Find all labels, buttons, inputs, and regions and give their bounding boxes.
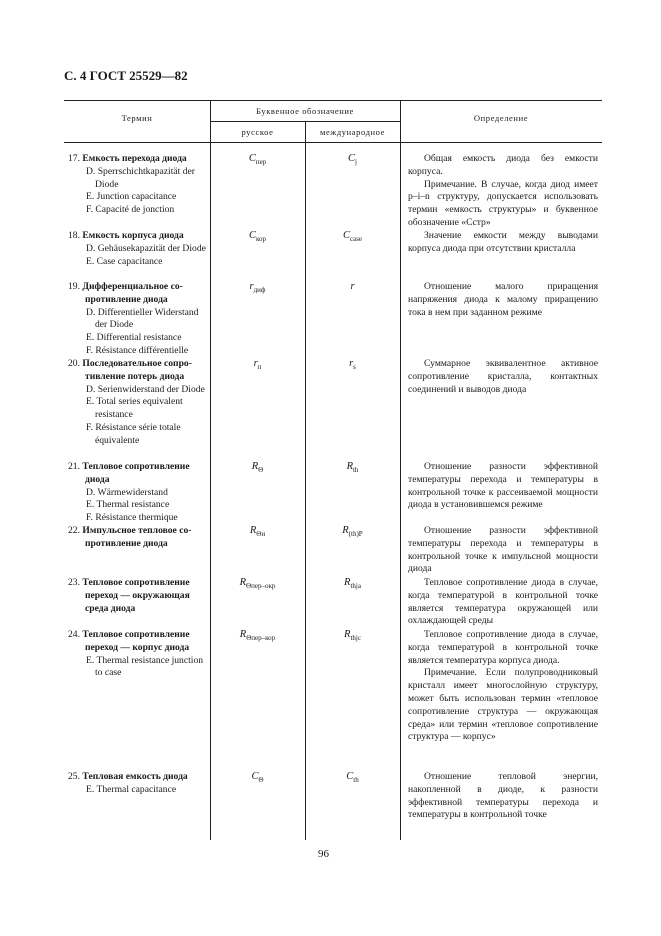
col-divider-3 <box>400 100 401 840</box>
term-entry <box>68 358 210 448</box>
symbol-russian <box>210 577 305 590</box>
symbol-base: C <box>248 230 256 241</box>
term-title-line <box>68 281 210 294</box>
symbol-base: C <box>248 153 256 164</box>
definition <box>408 629 598 744</box>
definition <box>408 281 598 319</box>
term-translation: D. Gehäusekapazität der Diode <box>86 242 206 254</box>
term-translation: E. Total series equivalent resistance <box>86 396 183 421</box>
definition-paragraph: Тепловое сопротивление диода в случае, когда температурой в контрольной точке является температура корпуса диода. <box>408 629 598 666</box>
term-title: переход — окружающая <box>85 589 190 601</box>
term-translation: D. Differentieller Widerstand der Diode <box>86 306 199 331</box>
term-entry <box>68 281 210 358</box>
term-title: противление диода <box>85 293 168 305</box>
definition <box>408 525 598 576</box>
table-top-rule <box>64 100 602 101</box>
symbol-subscript: (th)P <box>348 530 363 538</box>
symbol-subscript: кор <box>255 235 267 243</box>
col-header-term: Термин <box>121 113 153 123</box>
symbol-base: R <box>346 461 353 472</box>
term-title: Емкость перехода диода <box>82 153 187 164</box>
symbol-russian <box>210 771 305 784</box>
term-number: 18. <box>68 230 80 241</box>
symbol-russian <box>210 358 305 371</box>
symbol-base: C <box>342 230 350 241</box>
symbol-international <box>305 281 400 294</box>
term-title-line <box>68 461 210 474</box>
symbol-subscript: пер <box>255 158 267 166</box>
term-title: Тепловая емкость диода <box>82 771 188 782</box>
term-title-line <box>68 230 210 243</box>
symbol-base: r <box>253 358 258 369</box>
term-translation: E. Junction capacitance <box>86 191 177 203</box>
symbol-international <box>305 771 400 784</box>
term-translation: D. Serienwiderstand der Diode <box>86 383 205 395</box>
term-title: Тепловое сопротивление <box>82 577 190 588</box>
term-number: 22. <box>68 525 80 536</box>
symbol-base: R <box>239 577 247 588</box>
page-header: С. 4 ГОСТ 25529—82 <box>64 68 188 83</box>
definition-paragraph: Примечание. В случае, когда диод имеет p–i–n структуру, допускается использовать термин «емкость структуры» и буквенное обозначение «Cстр» <box>408 178 598 228</box>
term-title: Тепловое сопротивление <box>82 461 190 472</box>
header-bottom-rule <box>64 142 602 143</box>
term-translation: E. Case capacitance <box>86 255 163 267</box>
symbol-subscript: s <box>353 363 356 371</box>
definition <box>408 230 598 256</box>
symbol-subscript: п <box>257 363 262 371</box>
term-title-line <box>68 577 210 590</box>
symbol-base: R <box>249 525 257 536</box>
term-number: 19. <box>68 281 80 292</box>
term-entry <box>68 525 210 551</box>
term-translation: E. Thermal resistance <box>86 499 170 511</box>
col-header-symbol: Буквенное обозначение <box>256 106 354 116</box>
symbol-subscript: Θ <box>258 466 264 474</box>
term-title: переход — корпус диода <box>85 641 190 653</box>
symbol-base: r <box>350 281 355 292</box>
symbol-russian <box>210 281 305 294</box>
symbol-subscript: j <box>355 158 357 166</box>
col-divider-2 <box>305 121 306 840</box>
term-entry <box>68 629 210 680</box>
term-number: 17. <box>68 153 80 164</box>
term-title: среда диода <box>85 602 136 614</box>
symbol-subscript: Θ <box>258 776 264 784</box>
symbol-subscript: диф <box>253 286 266 294</box>
symbol-base: R <box>239 629 247 640</box>
definition-paragraph: Отношение разности эффективной температуры перехода и температуры в контрольной точке к импульсной мощности диода <box>408 525 598 575</box>
term-translation: F. Résistance différentielle <box>86 344 189 356</box>
definition-paragraph: Отношение тепловой энергии, накопленной в диоде, к разности эффективной температуры перехода и температуры в контрольной точке <box>408 771 598 821</box>
term-title-line <box>68 771 210 784</box>
term-number: 21. <box>68 461 80 472</box>
symbol-subscript: th <box>353 776 359 784</box>
symbol-international <box>305 525 400 538</box>
symbol-subscript: Θи <box>256 530 266 538</box>
term-translation: E. Thermal capacitance <box>86 783 177 795</box>
symbol-international <box>305 461 400 474</box>
term-title-line <box>68 358 210 371</box>
definition-paragraph: Примечание. Если полупроводниковый кристалл имеет многослойную структуру, может быть использован термин «тепловое сопротивление структура — окружающая среда» или термин «тепловое сопротивление структура — корпус» <box>408 667 598 743</box>
symbol-russian <box>210 230 305 243</box>
definition-paragraph: Общая емкость диода без емкости корпуса. <box>408 153 598 177</box>
definition-paragraph: Тепловое сопротивление диода в случае, когда температурой в контрольной точке является температура окружающей или охлаждающей среды <box>408 577 598 627</box>
col-header-russian: русское <box>241 127 274 137</box>
term-number: 20. <box>68 358 80 369</box>
symbol-base: R <box>251 461 259 472</box>
symbol-base: R <box>344 629 351 640</box>
term-translation: F. Résistance série totale équivalente <box>86 421 181 446</box>
definition <box>408 461 598 512</box>
col-header-definition: Определение <box>473 113 529 123</box>
symbol-international <box>305 577 400 590</box>
term-number: 25. <box>68 771 80 782</box>
page-number: 96 <box>318 848 329 860</box>
term-title: противление диода <box>85 537 168 549</box>
symbol-subscript: case <box>349 235 363 243</box>
symbol-base: C <box>348 153 356 164</box>
symbol-base: r <box>349 358 354 369</box>
symbol-russian <box>210 461 305 474</box>
term-title: Импульсное тепловое со- <box>82 525 192 536</box>
definition-paragraph: Отношение разности эффективной температуры перехода и температуры в контрольной точке к рассеиваемой мощности диода в установившемся режиме <box>408 461 598 511</box>
definition <box>408 153 598 230</box>
definition <box>408 771 598 822</box>
term-title: Дифференциальное со- <box>82 281 183 292</box>
term-title-line <box>68 629 210 642</box>
symbol-subscript: Θпер–кор <box>246 634 276 642</box>
symbol-base: C <box>251 771 259 782</box>
symbol-international <box>305 629 400 642</box>
definition-paragraph: Значение емкости между выводами корпуса диода при отсутствии кристалла <box>408 230 598 254</box>
symbol-base: R <box>342 525 349 536</box>
term-entry <box>68 461 210 525</box>
symbol-russian <box>210 525 305 538</box>
symbol-russian <box>210 153 305 166</box>
term-entry <box>68 771 210 797</box>
term-title-line <box>68 525 210 538</box>
term-translation: D. Sperrschichtkapazität der Diode <box>86 165 195 190</box>
symbol-russian <box>210 629 305 642</box>
symbol-subscript: Θпер–окр <box>246 582 276 590</box>
term-translation: E. Differential resistance <box>86 332 182 344</box>
term-translation: F. Résistance thermique <box>86 512 178 524</box>
term-title: диода <box>85 473 110 485</box>
symbol-base: r <box>249 281 254 292</box>
term-number: 24. <box>68 629 80 640</box>
term-entry <box>68 153 210 217</box>
symbol-base: R <box>344 577 351 588</box>
symbol-international <box>305 358 400 371</box>
term-entry <box>68 230 210 268</box>
definition <box>408 358 598 396</box>
term-number: 23. <box>68 577 80 588</box>
definition <box>408 577 598 628</box>
term-translation: E. Thermal resistance junction to case <box>86 654 204 679</box>
symbol-international <box>305 230 400 243</box>
term-translation: F. Capacité de jonction <box>86 204 175 216</box>
symbol-base: C <box>346 771 354 782</box>
symbol-international <box>305 153 400 166</box>
term-title-line <box>68 153 210 166</box>
symbol-subscript: thjc <box>350 634 361 642</box>
symbol-subscript: th <box>352 466 359 474</box>
term-translation: D. Wärmewiderstand <box>86 486 168 498</box>
term-entry <box>68 577 210 615</box>
definition-paragraph: Отношение малого приращения напряжения диода к малому приращению тока в нем при заданном режиме <box>408 281 598 318</box>
term-title: Последовательное сопро- <box>82 358 192 369</box>
term-title: Тепловое сопротивление <box>82 629 190 640</box>
definition-paragraph: Суммарное эквивалентное активное сопротивление кристалла, контактных соединений и выводов диода <box>408 358 598 395</box>
symbol-subscript: thja <box>350 582 361 590</box>
term-title: Емкость корпуса диода <box>82 230 184 241</box>
term-title: тивление потерь диода <box>85 370 185 382</box>
col-header-international: международное <box>320 127 385 137</box>
